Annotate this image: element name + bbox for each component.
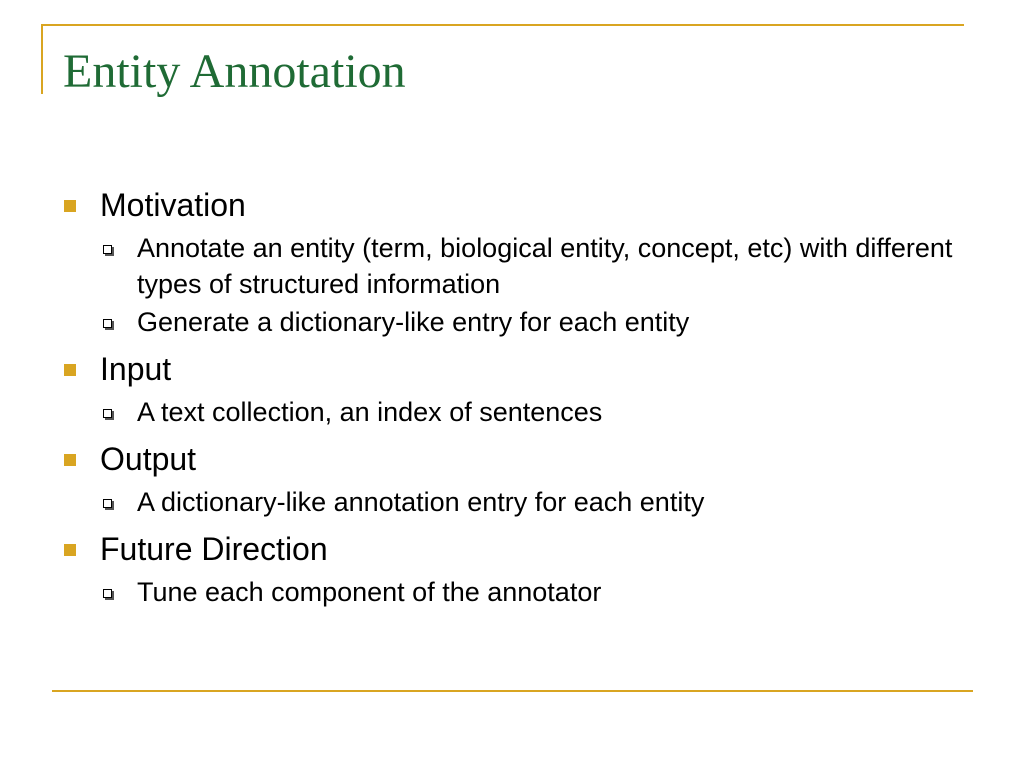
square-bullet-icon: [64, 454, 76, 466]
bullet-future-direction: [62, 526, 982, 572]
bullet-label: Motivation: [100, 187, 246, 223]
sub-bullet: [62, 304, 972, 340]
frame-bottom-rule: [52, 690, 973, 692]
sub-bullet-text: Tune each component of the annotator: [137, 577, 602, 607]
square-bullet-icon: [64, 544, 76, 556]
frame-top-rule: [41, 24, 964, 26]
bullet-output: [62, 436, 982, 482]
hollow-square-bullet-icon: [103, 245, 112, 254]
sub-bullet: [62, 394, 972, 430]
bullet-input: [62, 346, 982, 392]
square-bullet-icon: [64, 200, 76, 212]
bullet-motivation: [62, 182, 982, 228]
bullet-label: Future Direction: [100, 531, 328, 567]
sub-bullet-text: A text collection, an index of sentences: [137, 397, 603, 427]
hollow-square-bullet-icon: [103, 499, 112, 508]
hollow-square-bullet-icon: [103, 589, 112, 598]
sub-bullet-text: Annotate an entity (term, biological entity, concept, etc) with different types of structured information: [137, 233, 953, 299]
bullet-list: [62, 182, 982, 610]
hollow-square-bullet-icon: [103, 319, 112, 328]
square-bullet-icon: [64, 364, 76, 376]
hollow-square-bullet-icon: [103, 409, 112, 418]
slide-title: Entity Annotation: [63, 45, 406, 98]
sub-bullet: [62, 230, 972, 302]
bullet-label: Input: [100, 351, 172, 387]
frame-left-rule: [41, 24, 43, 94]
sub-bullet: [62, 574, 972, 610]
sub-bullet: [62, 484, 972, 520]
sub-bullet-text: Generate a dictionary-like entry for each entity: [137, 307, 690, 337]
bullet-label: Output: [100, 441, 197, 477]
sub-bullet-text: A dictionary-like annotation entry for each entity: [137, 487, 705, 517]
